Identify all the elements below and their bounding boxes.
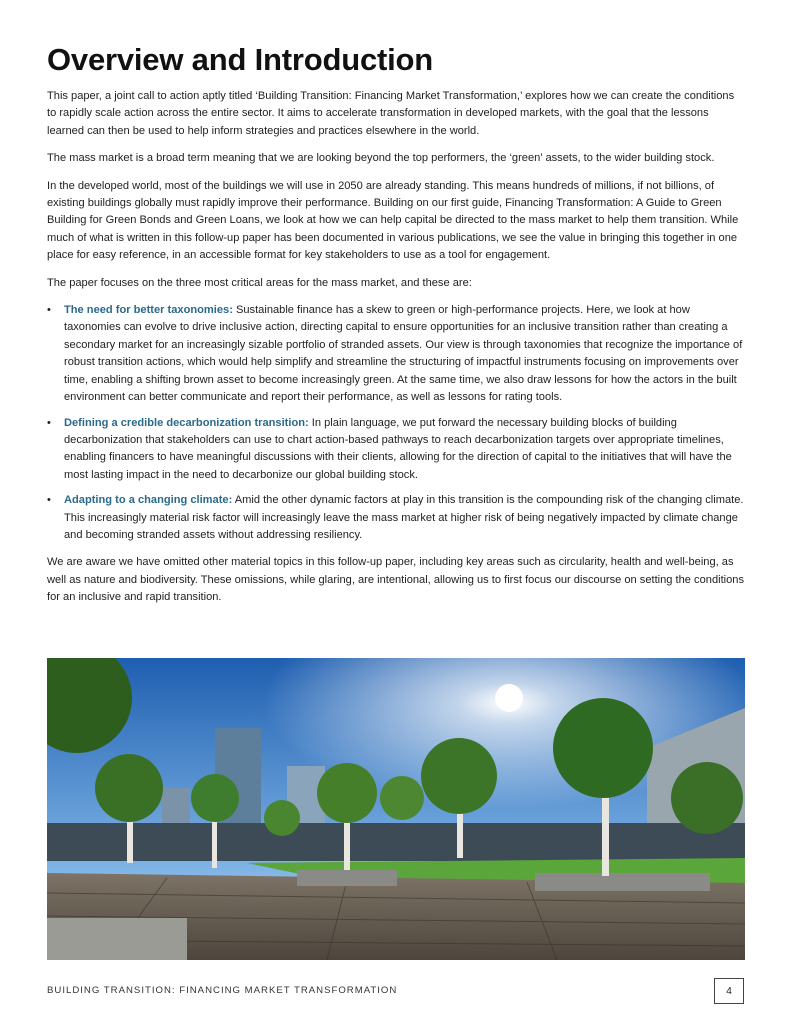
list-item xyxy=(47,302,745,406)
closing-paragraph: We are aware we have omitted other material topics in this follow-up paper, including key areas such as circularity, health and well-being, as well as nature and biodiversity. These omissions, while glaring, are intentional, allowing us to first focus our discourse on setting the conditions for an inclusive and rapid transition. xyxy=(47,556,745,604)
focus-areas-list xyxy=(47,302,745,544)
bullet-icon: • xyxy=(47,416,51,429)
bullet-text: In plain language, we put forward the necessary building blocks of building decarbonization that stakeholders can use to chart action-based pathways to reach decarbonization targets over appropriate timelines, enabling financers to have meaningful discussions with their clients, allowing for the direction of capital to the initiatives that will have the most lasting impact in the need to decarbonize our global building stock. xyxy=(64,416,732,481)
tree-planter xyxy=(535,873,710,891)
list-item xyxy=(47,492,745,544)
campus-photo-illustration xyxy=(47,658,745,960)
bullet-text: Sustainable finance has a skew to green or high-performance projects. Here, we look at how taxonomies can evolve to drive inclusive action, directing capital to ensure opportunities for an inclusive transition rather than creating a secondary market for an increasingly sizable portfolio of stranded assets. Our view is through taxonomies that recognize the importance of robust transition actions, which would help simplify and streamline the structuring of impactful instruments focusing on improvements over time, enabling a shifting brown asset to become increasingly green. At the same time, we also draw lessons for how the actors in the built environment can better communicate and report their performance, as well as lessons for rating tools. xyxy=(64,304,743,404)
intro-paragraph-1: This paper, a joint call to action aptly titled ‘Building Transition: Financing Market Transformation,’ explores how we can create the conditions to rapidly scale action across the entire sector. It aims to accelerate transformation in developed markets, with the goal that the lessons learned can then be used to help inform strategies and practices elsewhere in the world. xyxy=(47,90,735,137)
campus-photo xyxy=(47,658,745,960)
sun-icon xyxy=(495,684,523,712)
bullet-icon: • xyxy=(47,494,51,507)
page-number: 4 xyxy=(714,978,744,1004)
tree-planter xyxy=(47,918,187,960)
page-title: Overview and Introduction xyxy=(47,42,433,77)
bullet-icon: • xyxy=(47,304,51,317)
intro-paragraph-2: The mass market is a broad term meaning that we are looking beyond the top performers, the ‘green’ assets, to the wider building stock. xyxy=(47,152,715,165)
bullet-text: Amid the other dynamic factors at play in this transition is the compounding risk of the changing climate. This increasingly material risk factor will increasingly leave the mass market at higher risk of being negatively impacted by climate change and becoming stranded assets without addressing resiliency. xyxy=(64,494,744,541)
bullet-lead-decarbonization: Defining a credible decarbonization transition: xyxy=(64,416,309,429)
bullet-lead-taxonomies: The need for better taxonomies: xyxy=(64,304,233,317)
page-content xyxy=(47,40,745,617)
running-footer-title: BUILDING TRANSITION: FINANCING MARKET TRANSFORMATION xyxy=(47,985,398,996)
list-item xyxy=(47,415,745,485)
bullet-lead-climate: Adapting to a changing climate: xyxy=(64,494,233,507)
low-building xyxy=(47,823,745,861)
intro-paragraph-4: The paper focuses on the three most critical areas for the mass market, and these are: xyxy=(47,276,472,289)
intro-paragraph-3: In the developed world, most of the buildings we will use in 2050 are already standing. This means hundreds of millions, if not billions, of existing buildings globally must rapidly improve their performance. Building on our first guide, Financing Transformation: A Guide to Green Building for Green Bonds and Green Loans, we look at how we can help capital be directed to the mass market to help them transition. While much of what is written in this follow-up paper has been documented in various publications, we see the value in bringing this together in one place for easy reference, in an accessible format for key stakeholders to use as a tool for engagement. xyxy=(47,179,739,262)
tree-planter xyxy=(297,870,397,886)
